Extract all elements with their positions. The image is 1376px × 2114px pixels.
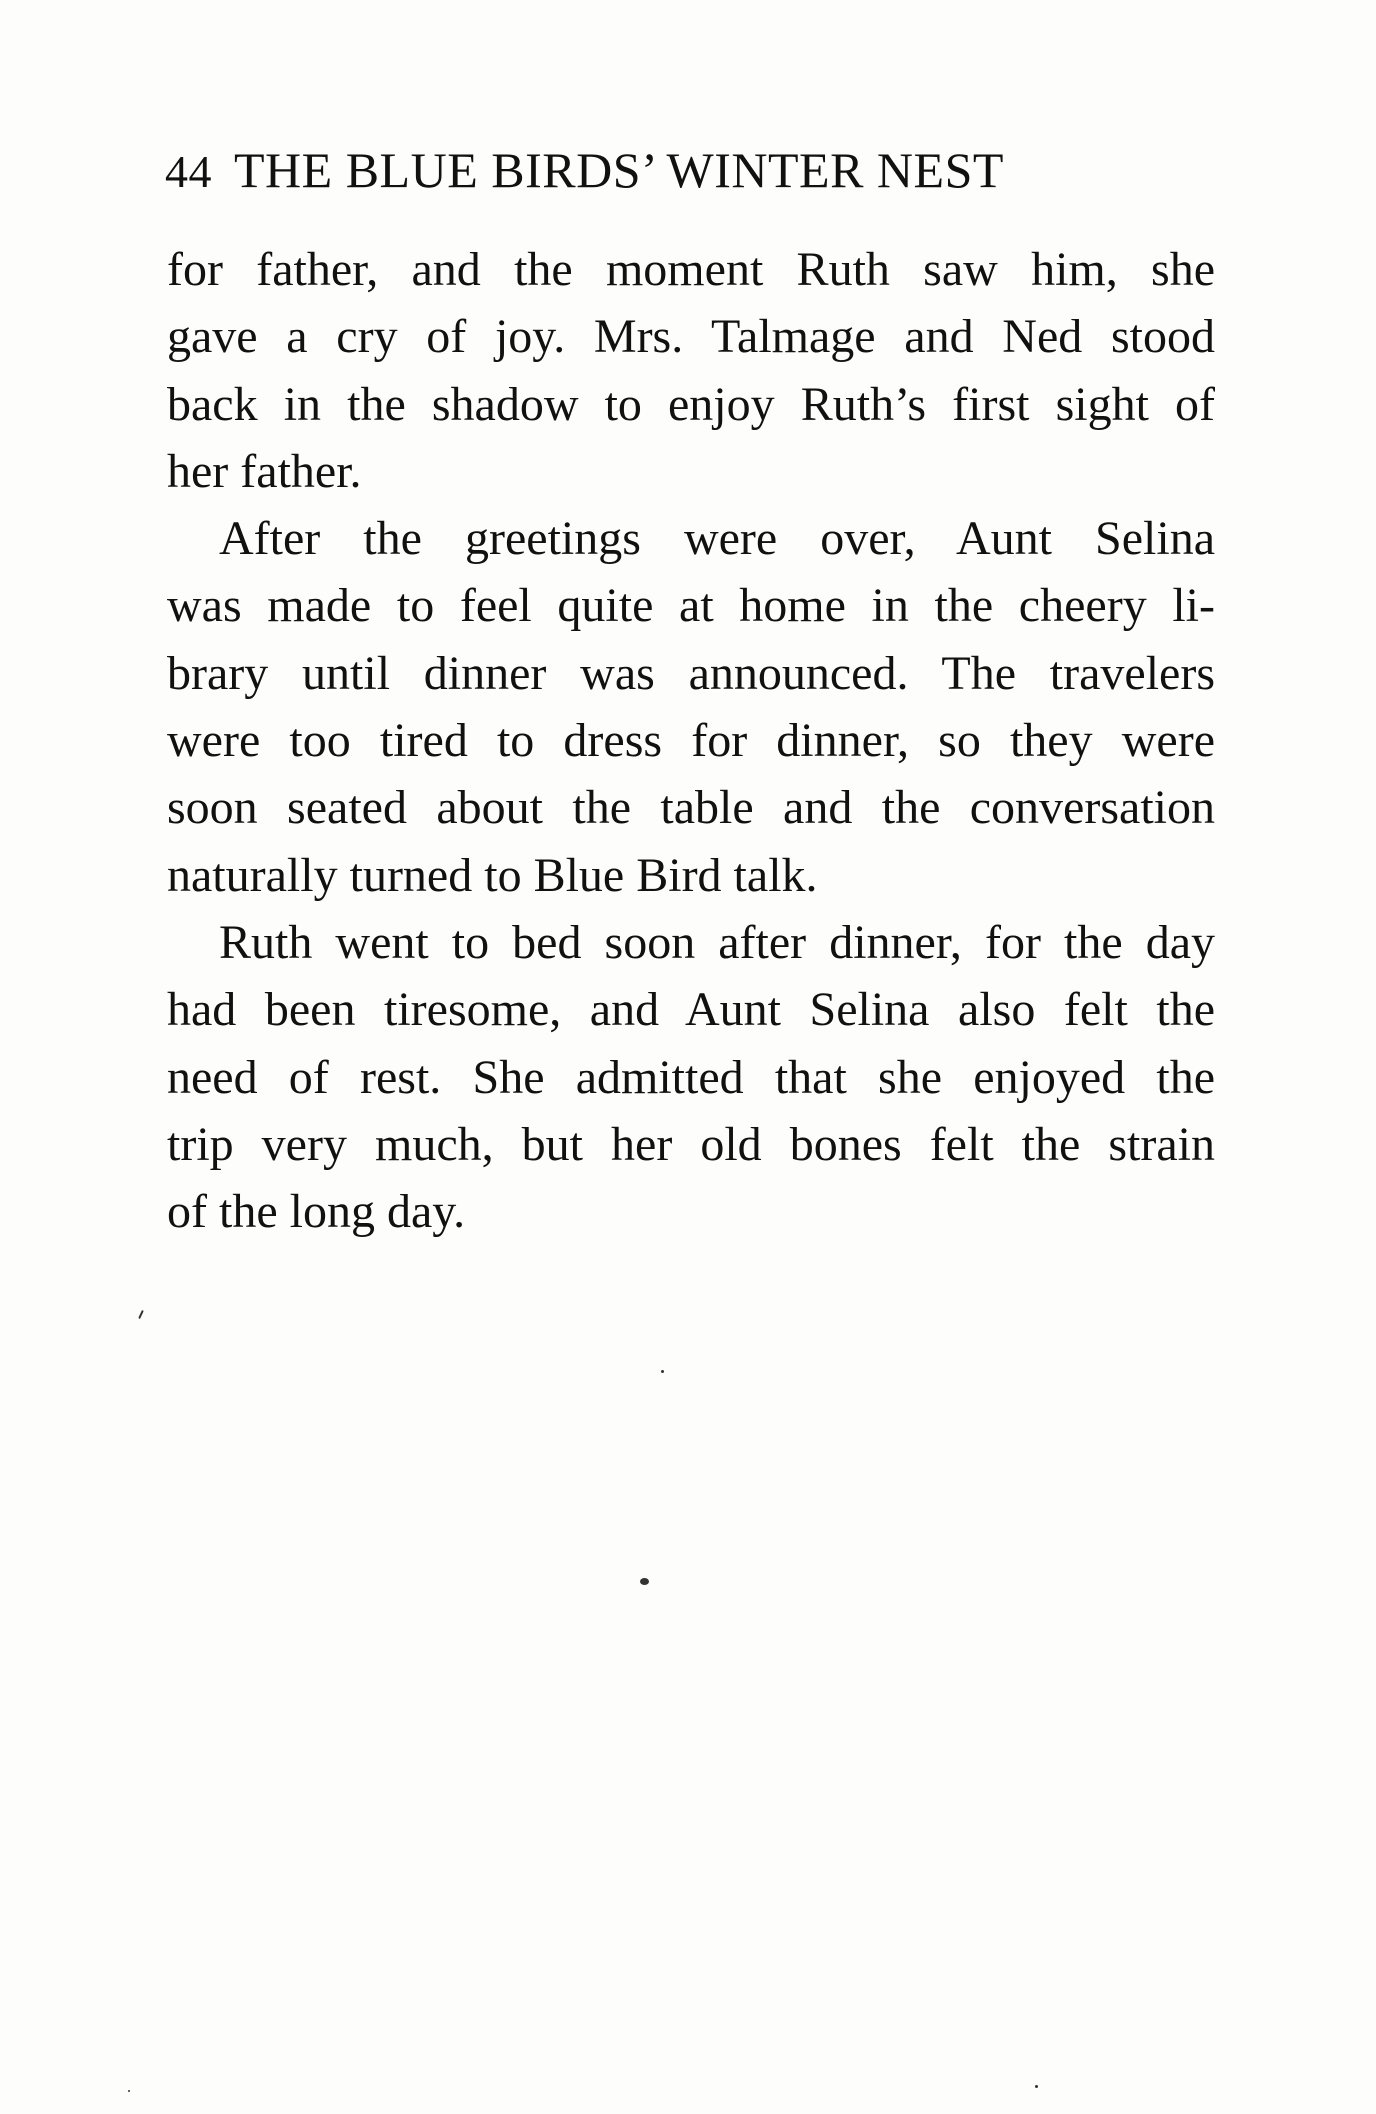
text-line: naturally turned to Blue Bird talk.: [167, 848, 818, 902]
scan-speck: [1035, 2085, 1038, 2088]
scan-speck: [138, 1310, 144, 1319]
text-line: need of rest. She admitted that she enjoyed the: [167, 1050, 1215, 1104]
scan-speck: [661, 1370, 664, 1373]
text-line: was made to feel quite at home in the cheery li-: [167, 579, 1215, 633]
paragraph-3: [167, 909, 1215, 1245]
text-line: After the greetings were over, Aunt Selina: [219, 512, 1215, 566]
paragraph-2: [167, 505, 1215, 909]
text-line: had been tiresome, and Aunt Selina also felt the: [167, 983, 1215, 1037]
text-line: of the long day.: [167, 1185, 466, 1239]
text-line: were too tired to dress for dinner, so they were: [167, 714, 1215, 768]
text-line: brary until dinner was announced. The travelers: [167, 646, 1215, 700]
text-line: soon seated about the table and the conversation: [167, 781, 1215, 835]
paragraph-1: [167, 236, 1215, 505]
text-line: trip very much, but her old bones felt the strain: [167, 1117, 1215, 1171]
scan-speck: [128, 2090, 130, 2092]
text-line: her father.: [167, 444, 362, 498]
running-head: [165, 140, 1225, 202]
text-line: gave a cry of joy. Mrs. Talmage and Ned stood: [167, 310, 1215, 364]
scan-speck: [640, 1578, 649, 1585]
page-number: 44: [165, 146, 212, 197]
text-line: Ruth went to bed soon after dinner, for the day: [219, 915, 1215, 969]
body-text: [167, 236, 1215, 1245]
running-title: THE BLUE BIRDS’ WINTER NEST: [234, 142, 1004, 198]
text-line: for father, and the moment Ruth saw him, she: [167, 243, 1215, 296]
text-line: back in the shadow to enjoy Ruth’s first sight of: [167, 377, 1215, 431]
